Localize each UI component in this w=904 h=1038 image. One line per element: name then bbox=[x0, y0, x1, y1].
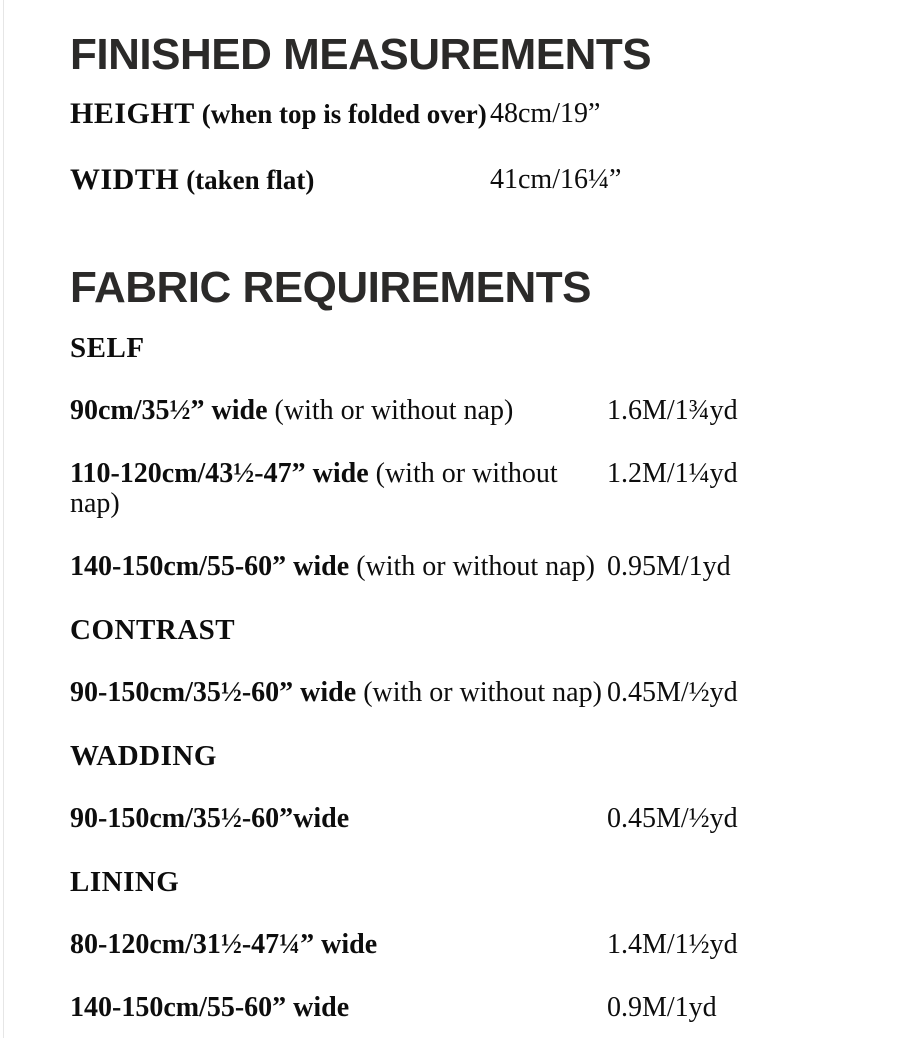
fabric-nap-note: (with or without nap) bbox=[274, 395, 514, 426]
measurement-row-width bbox=[70, 165, 844, 196]
fabric-width-label bbox=[70, 396, 607, 426]
measurement-value: 48cm/19” bbox=[490, 98, 601, 129]
fabric-requirements-section bbox=[70, 263, 844, 1023]
fabric-row bbox=[70, 930, 844, 960]
finished-measurements-section bbox=[70, 30, 844, 196]
fabric-quantity-value: 1.2M/1¼yd bbox=[607, 458, 738, 489]
fabric-width-label bbox=[70, 552, 607, 582]
fabric-row bbox=[70, 552, 844, 582]
fabric-nap-note: (with or without nap) bbox=[356, 551, 595, 582]
section-title-finished-measurements: FINISHED MEASUREMENTS bbox=[70, 30, 652, 79]
fabric-row bbox=[70, 459, 844, 519]
fabric-width-spec: 90-150cm/35½-60” wide bbox=[70, 677, 357, 708]
fabric-nap-note: (with or without nap) bbox=[70, 458, 558, 519]
fabric-width-label bbox=[70, 930, 607, 960]
measurement-value: 41cm/16¼” bbox=[490, 164, 622, 195]
fabric-nap-note: (with or without nap) bbox=[363, 677, 602, 708]
page-edge-divider bbox=[3, 0, 4, 1038]
fabric-quantity-value: 0.95M/1yd bbox=[607, 551, 731, 582]
fabric-group-heading-lining: LINING bbox=[70, 866, 180, 898]
fabric-width-spec: 140-150cm/55-60” wide bbox=[70, 551, 350, 582]
measurement-row-height bbox=[70, 99, 844, 130]
fabric-quantity-value: 0.45M/½yd bbox=[607, 803, 738, 834]
fabric-group-heading-contrast: CONTRAST bbox=[70, 614, 236, 646]
measurement-note: (when top is folded over) bbox=[201, 99, 487, 129]
fabric-group-heading-self: SELF bbox=[70, 332, 145, 364]
fabric-quantity-value: 1.4M/1½yd bbox=[607, 929, 738, 960]
fabric-row bbox=[70, 396, 844, 426]
measurement-label bbox=[70, 165, 490, 196]
fabric-width-label bbox=[70, 993, 607, 1023]
fabric-row bbox=[70, 804, 844, 834]
fabric-width-spec: 110-120cm/43½-47” wide bbox=[70, 458, 369, 489]
fabric-width-label bbox=[70, 678, 607, 708]
fabric-width-label bbox=[70, 459, 607, 519]
fabric-row bbox=[70, 678, 844, 708]
fabric-width-spec: 90-150cm/35½-60”wide bbox=[70, 803, 350, 834]
section-title-fabric-requirements: FABRIC REQUIREMENTS bbox=[70, 263, 591, 312]
fabric-row bbox=[70, 993, 844, 1023]
fabric-width-spec: 80-120cm/31½-47¼” wide bbox=[70, 929, 378, 960]
measurement-note: (taken flat) bbox=[186, 165, 315, 195]
measurement-name: WIDTH bbox=[70, 163, 180, 196]
fabric-width-label bbox=[70, 804, 607, 834]
measurement-name: HEIGHT bbox=[70, 97, 195, 130]
fabric-quantity-value: 1.6M/1¾yd bbox=[607, 395, 738, 426]
measurement-label bbox=[70, 99, 490, 130]
fabric-group-heading-wadding: WADDING bbox=[70, 740, 217, 772]
fabric-quantity-value: 0.9M/1yd bbox=[607, 992, 717, 1023]
fabric-width-spec: 140-150cm/55-60” wide bbox=[70, 992, 350, 1023]
fabric-quantity-value: 0.45M/½yd bbox=[607, 677, 738, 708]
fabric-width-spec: 90cm/35½” wide bbox=[70, 395, 268, 426]
